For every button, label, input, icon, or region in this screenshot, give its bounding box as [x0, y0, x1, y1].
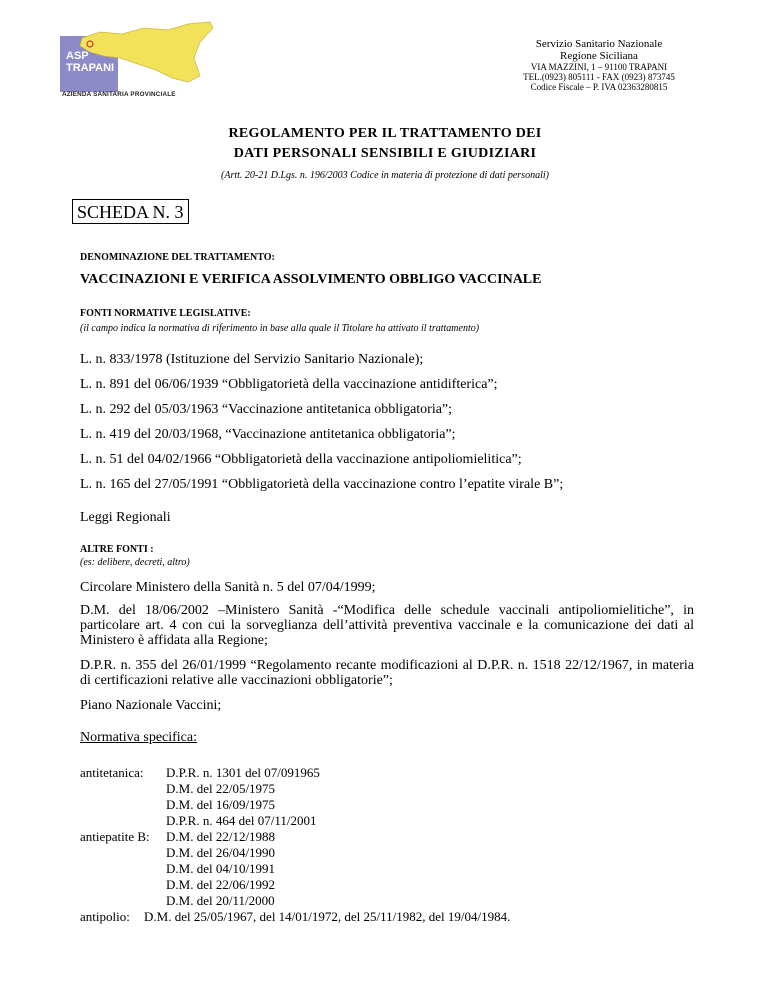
- altre-fonti-item: D.P.R. n. 355 del 26/01/1999 “Regolamento recante modificazioni al D.P.R. n. 1518 22/12/1967, in materia di certificazioni relative alle vaccinazioni obbligatorie”;: [80, 658, 694, 688]
- scheda-number: SCHEDA N. 3: [72, 199, 189, 224]
- antiepatite-ref: D.M. del 26/04/1990: [166, 845, 276, 860]
- altre-fonti-item: D.M. del 18/06/2002 –Ministero Sanità -“Modifica delle schedule vaccinali antipoliomielitiche”, in particolare art. 4 con cui la sorveglianza dell’attività preventiva vaccinale e la comunicazione dei dati al Ministero è affidata alla Regione;: [80, 603, 694, 648]
- fonte-item: L. n. 891 del 06/06/1939 “Obbligatorietà della vaccinazione antidifterica”;: [80, 377, 498, 392]
- antitetanica-ref: D.M. del 16/09/1975: [166, 797, 276, 812]
- document-title-line2: DATI PERSONALI SENSIBILI E GIUDIZIARI: [233, 146, 537, 161]
- antiepatite-ref: D.M. del 22/06/1992: [166, 877, 276, 892]
- fonti-note: (il campo indica la normativa di riferimento in base alla quale il Titolare ha attivato il trattamento): [80, 323, 480, 334]
- antipolio-label: antipolio:: [80, 909, 130, 924]
- antiepatite-ref: D.M. del 22/12/1988: [166, 829, 276, 844]
- normativa-heading: Normativa specifica:: [80, 730, 198, 745]
- antitetanica-label: antitetanica:: [80, 765, 144, 780]
- altre-fonti-item: Circolare Ministero della Sanità n. 5 del 07/04/1999;: [80, 580, 376, 595]
- fonte-item: L. n. 51 del 04/02/1966 “Obbligatorietà della vaccinazione antipoliomielitica”;: [80, 452, 522, 467]
- fonte-item: L. n. 165 del 27/05/1991 “Obbligatorietà della vaccinazione contro l’epatite virale B”;: [80, 477, 564, 492]
- leggi-regionali: Leggi Regionali: [80, 510, 171, 525]
- altre-fonti-note: (es: delibere, decreti, altro): [80, 557, 190, 568]
- antiepatite-ref: D.M. del 04/10/1991: [166, 861, 276, 876]
- antitetanica-ref: D.P.R. n. 1301 del 07/091965: [166, 765, 320, 780]
- denominazione-value: VACCINAZIONI E VERIFICA ASSOLVIMENTO OBBLIGO VACCINALE: [80, 272, 542, 287]
- document-subtitle: (Artt. 20-21 D.Lgs. n. 196/2003 Codice in materia di protezione di dati personali): [221, 170, 549, 181]
- document-title-line1: REGOLAMENTO PER IL TRATTAMENTO DEI: [228, 126, 542, 141]
- fonti-label: FONTI NORMATIVE LEGISLATIVE:: [80, 308, 251, 319]
- logo-caption: AZIENDA SANITARIA PROVINCIALE: [62, 91, 176, 98]
- antitetanica-ref: D.P.R. n. 464 del 07/11/2001: [166, 813, 317, 828]
- antitetanica-ref: D.M. del 22/05/1975: [166, 781, 276, 796]
- antiepatite-label: antiepatite B:: [80, 829, 150, 844]
- fonte-item: L. n. 419 del 20/03/1968, “Vaccinazione antitetanica obbligatoria”;: [80, 427, 456, 442]
- fonte-item: L. n. 833/1978 (Istituzione del Servizio Sanitario Nazionale);: [80, 352, 424, 367]
- altre-fonti-item: Piano Nazionale Vaccini;: [80, 698, 222, 713]
- antipolio-ref: D.M. del 25/05/1967, del 14/01/1972, del 25/11/1982, del 19/04/1984.: [144, 909, 511, 924]
- altre-fonti-label: ALTRE FONTI :: [80, 544, 154, 555]
- denominazione-label: DENOMINAZIONE DEL TRATTAMENTO:: [80, 252, 275, 263]
- header-block: Servizio Sanitario Nazionale Regione Siciliana VIA MAZZINI, 1 – 91100 TRAPANI TEL.(0923) 805111 - FAX (0923) 873745 Codice Fiscale – P. IVA 02363280815: [523, 38, 675, 92]
- antiepatite-ref: D.M. del 20/11/2000: [166, 893, 275, 908]
- fonte-item: L. n. 292 del 05/03/1963 “Vaccinazione antitetanica obbligatoria”;: [80, 402, 453, 417]
- logo-text: ASP TRAPANI: [66, 50, 115, 74]
